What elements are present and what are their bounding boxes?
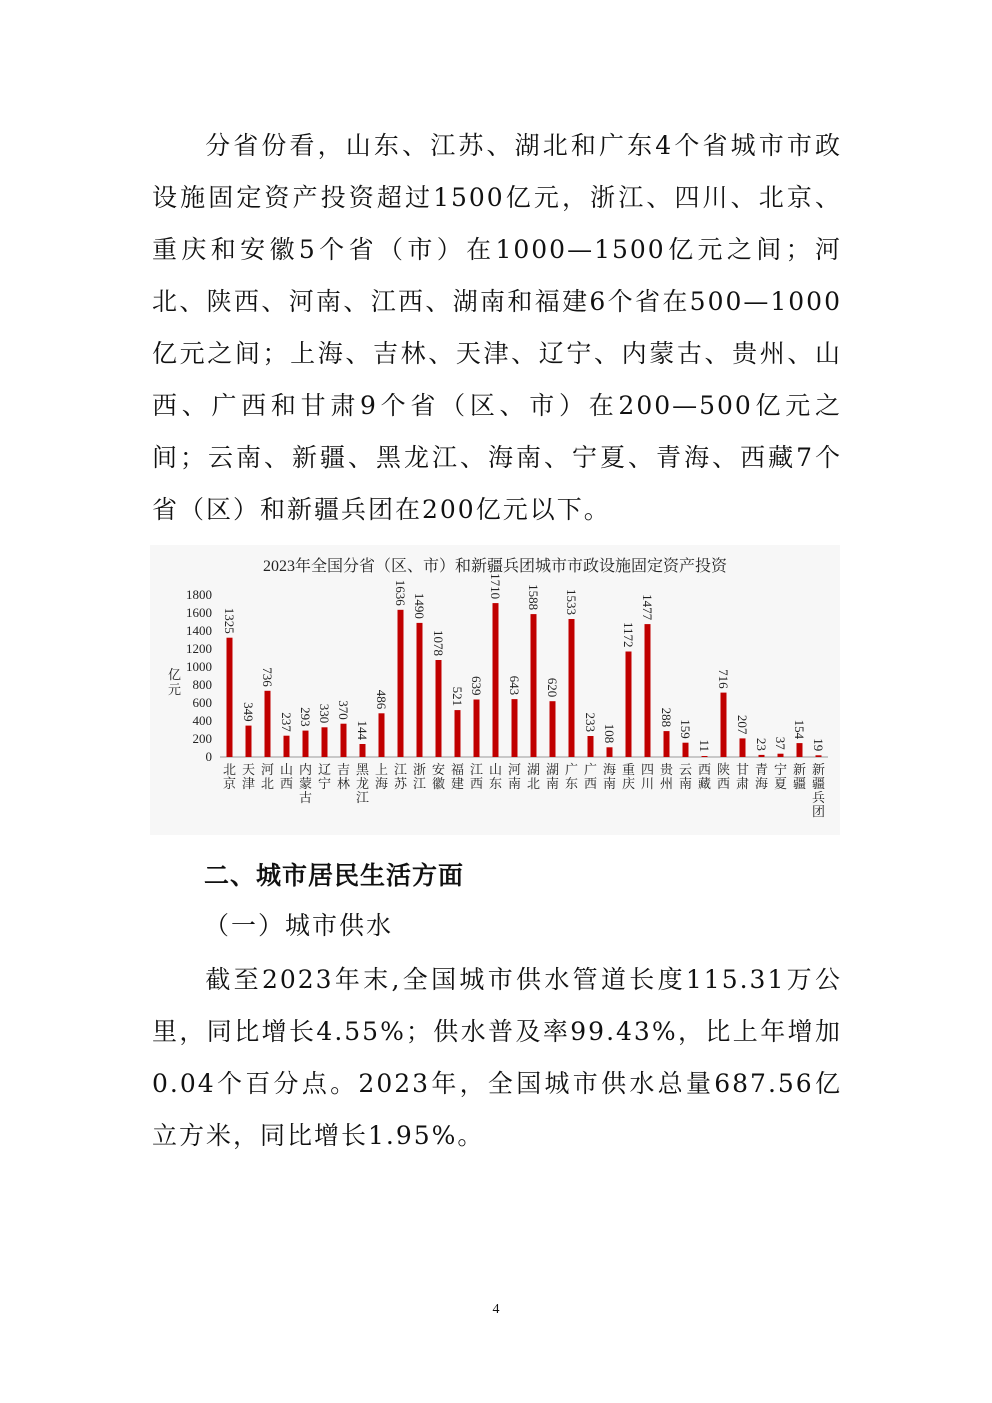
bar <box>417 623 423 757</box>
bar <box>341 724 347 757</box>
value-label: 144 <box>355 720 370 740</box>
value-label: 370 <box>336 700 351 720</box>
value-label: 293 <box>298 707 313 727</box>
category-label: 山东 <box>488 763 503 792</box>
bar <box>360 744 366 757</box>
y-tick-label: 1000 <box>186 659 212 674</box>
paragraph-province-investment <box>152 120 842 536</box>
value-label: 521 <box>450 686 465 707</box>
value-label: 1477 <box>640 594 655 621</box>
category-label: 山西 <box>279 763 294 792</box>
bar <box>664 731 670 757</box>
bar <box>322 727 328 757</box>
bar <box>607 747 613 757</box>
y-tick-label: 1800 <box>186 587 212 602</box>
value-label: 159 <box>678 719 693 739</box>
value-label: 1325 <box>222 607 237 634</box>
bar <box>759 755 765 757</box>
value-label: 736 <box>260 667 275 687</box>
value-label: 639 <box>469 676 484 696</box>
category-label: 江苏 <box>393 763 408 792</box>
bar <box>436 660 442 757</box>
value-label: 23 <box>754 737 769 751</box>
value-label: 643 <box>507 675 522 696</box>
category-label: 河南 <box>507 763 522 792</box>
bar <box>265 691 271 757</box>
value-label: 1078 <box>431 630 446 656</box>
chart-ylabel: 亿元 <box>168 668 182 698</box>
value-label: 1172 <box>621 621 636 648</box>
paragraph-text: 截至2023年末,全国城市供水管道长度115.31万公里，同比增长4.55%；供水普及率99.43%，比上年增加0.04个百分点。2023年，全国城市供水总量687.56亿立方米，同比增长1.95%。 <box>152 965 842 1150</box>
value-label: 108 <box>602 723 617 744</box>
bar <box>778 754 784 757</box>
value-label: 288 <box>659 707 674 728</box>
page-number: 4 <box>492 1302 500 1317</box>
category-label: 北京 <box>222 763 237 792</box>
paragraph-water-supply <box>152 954 842 1162</box>
category-label: 广西 <box>583 763 598 792</box>
value-label: 330 <box>317 703 332 724</box>
y-tick-label: 400 <box>192 713 212 728</box>
value-label: 11 <box>697 739 712 752</box>
category-label: 浙江 <box>412 763 427 792</box>
bar <box>512 699 518 757</box>
category-label: 吉林 <box>336 763 351 792</box>
value-label: 349 <box>241 702 256 722</box>
category-label: 湖北 <box>526 763 541 792</box>
y-tick-label: 600 <box>192 695 212 710</box>
category-label: 湖南 <box>545 763 560 792</box>
value-label: 37 <box>773 736 788 750</box>
value-label: 207 <box>735 714 750 735</box>
bar <box>303 731 309 757</box>
category-label: 福建 <box>450 763 465 792</box>
bar <box>588 736 594 757</box>
category-label: 辽宁 <box>317 763 332 792</box>
value-label: 154 <box>792 719 807 740</box>
category-label: 天津 <box>241 763 256 792</box>
bar <box>493 603 499 757</box>
value-label: 1533 <box>564 589 579 615</box>
bar <box>531 614 537 757</box>
y-tick-label: 1400 <box>186 623 212 638</box>
category-label: 青海 <box>754 763 769 792</box>
y-tick-label: 200 <box>192 731 212 746</box>
category-label: 重庆 <box>621 763 636 792</box>
bar <box>379 713 385 757</box>
category-label: 海南 <box>602 763 617 792</box>
bar <box>398 610 404 757</box>
category-label: 新疆兵团 <box>811 763 826 820</box>
category-label: 上海 <box>374 763 389 792</box>
bar <box>284 736 290 757</box>
category-label: 广东 <box>564 763 579 792</box>
value-label: 486 <box>374 689 389 710</box>
category-label: 河北 <box>260 763 275 792</box>
category-label: 黑龙江 <box>355 763 370 806</box>
chart-svg <box>150 545 840 835</box>
bar <box>702 756 708 757</box>
bar <box>455 710 461 757</box>
value-label: 620 <box>545 677 560 698</box>
chart-title: 2023年全国分省（区、市）和新疆兵团城市市政设施固定资产投资 <box>262 558 728 575</box>
bar <box>797 743 803 757</box>
y-tick-label: 1200 <box>186 641 212 656</box>
category-label: 新疆 <box>792 763 807 792</box>
value-label: 716 <box>716 669 731 689</box>
bar <box>550 701 556 757</box>
category-label: 安徽 <box>431 763 446 792</box>
category-label: 宁夏 <box>773 763 788 792</box>
value-labels-group <box>222 573 826 752</box>
bar <box>246 726 252 757</box>
value-label: 237 <box>279 712 294 732</box>
category-label: 陕西 <box>716 763 731 792</box>
value-label: 1710 <box>488 573 503 600</box>
category-label: 内蒙古 <box>298 763 313 806</box>
value-label: 233 <box>583 712 598 732</box>
subsection-heading: （一）城市供水 <box>204 911 394 940</box>
category-label: 西藏 <box>697 763 712 792</box>
category-label: 甘肃 <box>735 763 750 792</box>
bar <box>721 693 727 757</box>
y-tick-label: 0 <box>205 749 212 764</box>
category-label: 四川 <box>640 763 655 792</box>
section-heading: 二、城市居民生活方面 <box>204 861 465 890</box>
investment-chart <box>150 545 840 835</box>
bar <box>569 619 575 757</box>
category-label: 江西 <box>469 763 484 792</box>
bar <box>740 738 746 757</box>
value-label: 1636 <box>393 579 408 606</box>
category-labels-group <box>223 762 825 820</box>
bar <box>227 638 233 757</box>
value-label: 19 <box>811 738 826 752</box>
y-tick-label: 800 <box>192 677 212 692</box>
bar <box>626 652 632 758</box>
value-label: 1588 <box>526 584 541 611</box>
category-label: 云南 <box>678 763 693 792</box>
paragraph-text: 分省份看，山东、江苏、湖北和广东4个省城市市政设施固定资产投资超过1500亿元，浙江、四川、北京、重庆和安徽5个省（市）在1000—1500亿元之间；河北、陕西、河南、江西、湖南和福建6个省在500—1000亿元之间；上海、吉林、天津、辽宁、内蒙古、贵州、山西、广西和甘肃9个省（区、市）在200—500亿元之间；云南、新疆、黑龙江、海南、宁夏、青海、西藏7个省（区）和新疆兵团在200亿元以下。 <box>152 131 842 524</box>
category-label: 贵州 <box>659 763 674 792</box>
y-axis-ticks <box>186 587 212 764</box>
bar <box>816 755 822 757</box>
y-tick-label: 1600 <box>186 605 212 620</box>
bars-group <box>227 603 822 757</box>
value-label: 1490 <box>412 592 427 619</box>
bar <box>683 743 689 757</box>
bar <box>645 624 651 757</box>
bar <box>474 700 480 758</box>
